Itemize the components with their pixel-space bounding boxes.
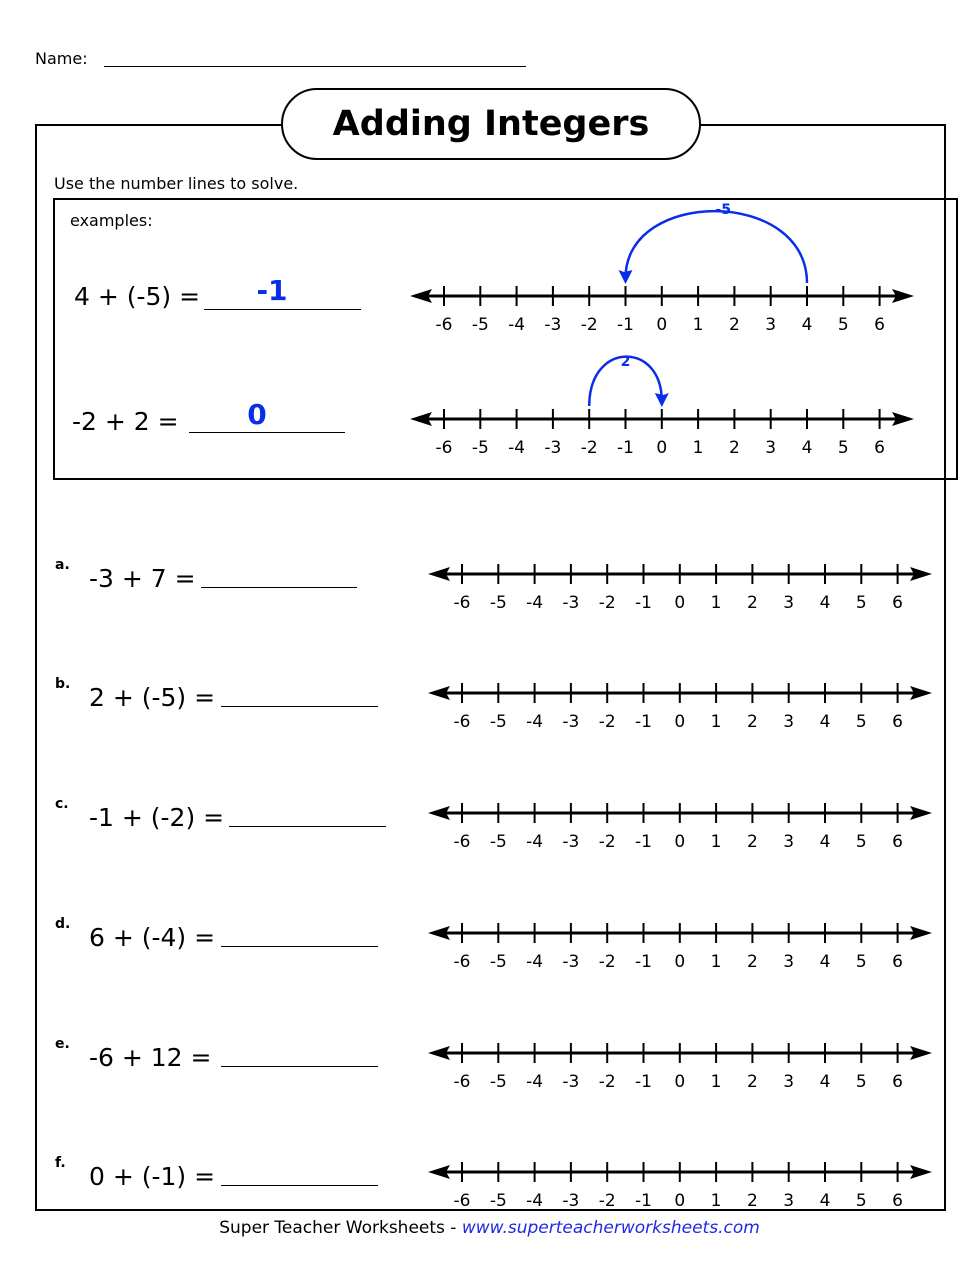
example-1-jump-arc [626, 211, 808, 283]
problem-d-tick-label: -3 [562, 952, 580, 972]
example-2-answer: 0 [247, 398, 267, 431]
example-2-tick-label: 1 [692, 438, 704, 458]
problem-a-tick-label: -3 [562, 593, 580, 613]
example-1-equation: 4 + (-5) = [74, 282, 201, 311]
footer-link[interactable]: www.superteacherworksheets.com [461, 1218, 760, 1238]
example-1-tick-label: -6 [435, 315, 453, 335]
problem-d-tick-label: 3 [783, 952, 795, 972]
example-1-tick-label: 5 [837, 315, 849, 335]
problem-a-tick-label: 5 [855, 593, 867, 613]
problem-a-tick-label: 4 [819, 593, 831, 613]
footer-text: Super Teacher Worksheets - [219, 1218, 462, 1238]
problem-d-tick-label: 0 [674, 952, 686, 972]
instructions: Use the number lines to solve. [54, 174, 299, 193]
problem-d-tick-label: 1 [710, 952, 722, 972]
example-2-tick-label: 4 [801, 438, 813, 458]
name-label: Name: [35, 49, 88, 68]
problem-d-tick-label: -5 [489, 952, 507, 972]
problem-c-tick-label: 6 [892, 832, 904, 852]
example-2-equation: -2 + 2 = [72, 407, 179, 436]
problem-b-tick-label: 3 [783, 712, 795, 732]
problem-b-tick-label: 1 [710, 712, 722, 732]
problem-c-tick-label: -4 [526, 832, 544, 852]
problem-e-equation: -6 + 12 = [89, 1043, 212, 1072]
example-1-tick-label: 1 [692, 315, 704, 335]
problem-d-label: d. [55, 916, 71, 932]
problem-b-tick-label: 6 [892, 712, 904, 732]
footer [0, 1218, 979, 1238]
problem-f-tick-label: 1 [710, 1191, 722, 1211]
problem-c-tick-label: -5 [489, 832, 507, 852]
problem-f-tick-label: 3 [783, 1191, 795, 1211]
problem-f-tick-label: 5 [855, 1191, 867, 1211]
problem-d-equation: 6 + (-4) = [89, 923, 216, 952]
example-1-tick-label: -4 [508, 315, 526, 335]
example-1-jump-label: -5 [715, 202, 732, 218]
problem-a-tick-label: 1 [710, 593, 722, 613]
problem-b-tick-label: 0 [674, 712, 686, 732]
problem-e-tick-label: -3 [562, 1072, 580, 1092]
problem-d-tick-label: 6 [892, 952, 904, 972]
problem-e-tick-label: -5 [489, 1072, 507, 1092]
example-2-jump-label: 2 [620, 354, 631, 370]
problem-a-tick-label: -4 [526, 593, 544, 613]
example-2-tick-label: -3 [544, 438, 562, 458]
example-2-tick-label: -4 [508, 438, 526, 458]
problem-b-tick-label: 2 [746, 712, 758, 732]
problem-f-tick-label: 6 [892, 1191, 904, 1211]
problem-c-tick-label: 2 [746, 832, 758, 852]
problem-a-tick-label: -6 [453, 593, 471, 613]
example-2-tick-label: -5 [471, 438, 489, 458]
problem-c-tick-label: -3 [562, 832, 580, 852]
problem-a-tick-label: 0 [674, 593, 686, 613]
problem-b-tick-label: -4 [526, 712, 544, 732]
example-1-tick-label: -3 [544, 315, 562, 335]
problem-f-tick-label: 4 [819, 1191, 831, 1211]
problem-b-label: b. [55, 676, 71, 692]
problem-f-tick-label: 0 [674, 1191, 686, 1211]
example-2-tick-label: -1 [617, 438, 634, 458]
problem-d-tick-label: 5 [855, 952, 867, 972]
problem-c-tick-label: 5 [855, 832, 867, 852]
problem-d-tick-label: -6 [453, 952, 471, 972]
problem-d-tick-label: -2 [598, 952, 616, 972]
problem-f-tick-label: -3 [562, 1191, 580, 1211]
problem-d-tick-label: -1 [635, 952, 652, 972]
example-2-tick-label: 6 [874, 438, 886, 458]
example-2-tick-label: -6 [435, 438, 453, 458]
problem-f-equation: 0 + (-1) = [89, 1162, 216, 1191]
problem-a-label: a. [55, 557, 70, 573]
example-1-tick-label: 3 [765, 315, 777, 335]
problem-f-tick-label: -1 [635, 1191, 652, 1211]
example-1-answer: -1 [256, 274, 288, 307]
problem-c-label: c. [55, 796, 69, 812]
problem-b-equation: 2 + (-5) = [89, 683, 216, 712]
problem-f-tick-label: -6 [453, 1191, 471, 1211]
problem-c-tick-label: 0 [674, 832, 686, 852]
example-2-tick-label: 0 [656, 438, 668, 458]
problem-c-equation: -1 + (-2) = [89, 803, 225, 832]
problem-e-tick-label: -4 [526, 1072, 544, 1092]
problem-e-tick-label: 3 [783, 1072, 795, 1092]
problem-f-tick-label: -2 [598, 1191, 616, 1211]
problem-d-tick-label: -4 [526, 952, 544, 972]
problem-b-tick-label: -2 [598, 712, 616, 732]
problem-d-tick-label: 2 [746, 952, 758, 972]
problem-d-tick-label: 4 [819, 952, 831, 972]
problem-c-tick-label: 1 [710, 832, 722, 852]
page-title: Adding Integers [281, 88, 701, 160]
example-1-tick-label: -1 [617, 315, 634, 335]
example-1-tick-label: 2 [728, 315, 740, 335]
problem-e-tick-label: -1 [635, 1072, 652, 1092]
problem-a-tick-label: 6 [892, 593, 904, 613]
problem-c-tick-label: -1 [635, 832, 652, 852]
examples-label: examples: [70, 211, 153, 230]
problem-a-tick-label: -2 [598, 593, 616, 613]
problem-e-tick-label: -2 [598, 1072, 616, 1092]
problem-b-tick-label: 4 [819, 712, 831, 732]
problem-e-tick-label: 6 [892, 1072, 904, 1092]
problem-e-tick-label: 1 [710, 1072, 722, 1092]
problem-c-tick-label: -6 [453, 832, 471, 852]
problem-a-tick-label: 2 [746, 593, 758, 613]
problem-a-tick-label: -5 [489, 593, 507, 613]
problem-b-tick-label: -1 [635, 712, 652, 732]
example-1-jump-arrowhead [619, 270, 633, 284]
example-1-tick-label: -2 [580, 315, 598, 335]
problem-c-tick-label: -2 [598, 832, 616, 852]
example-1-tick-label: 4 [801, 315, 813, 335]
problem-f-tick-label: -5 [489, 1191, 507, 1211]
problem-e-label: e. [55, 1036, 70, 1052]
problem-b-tick-label: 5 [855, 712, 867, 732]
problem-b-tick-label: -6 [453, 712, 471, 732]
problem-e-tick-label: -6 [453, 1072, 471, 1092]
example-1-tick-label: 6 [874, 315, 886, 335]
example-2-tick-label: 3 [765, 438, 777, 458]
example-2-tick-label: -2 [580, 438, 598, 458]
problem-f-tick-label: -4 [526, 1191, 544, 1211]
problem-c-tick-label: 3 [783, 832, 795, 852]
problem-b-tick-label: -3 [562, 712, 580, 732]
problem-e-tick-label: 0 [674, 1072, 686, 1092]
problem-a-equation: -3 + 7 = [89, 564, 196, 593]
example-1-tick-label: -5 [471, 315, 489, 335]
problem-a-tick-label: -1 [635, 593, 652, 613]
example-2-jump-arrowhead [655, 393, 669, 407]
problem-f-tick-label: 2 [746, 1191, 758, 1211]
example-1-tick-label: 0 [656, 315, 668, 335]
example-2-tick-label: 5 [837, 438, 849, 458]
problem-e-tick-label: 2 [746, 1072, 758, 1092]
problem-e-tick-label: 4 [819, 1072, 831, 1092]
problem-f-label: f. [55, 1155, 66, 1171]
problem-a-tick-label: 3 [783, 593, 795, 613]
problem-c-tick-label: 4 [819, 832, 831, 852]
problem-b-tick-label: -5 [489, 712, 507, 732]
example-2-tick-label: 2 [728, 438, 740, 458]
problem-e-tick-label: 5 [855, 1072, 867, 1092]
